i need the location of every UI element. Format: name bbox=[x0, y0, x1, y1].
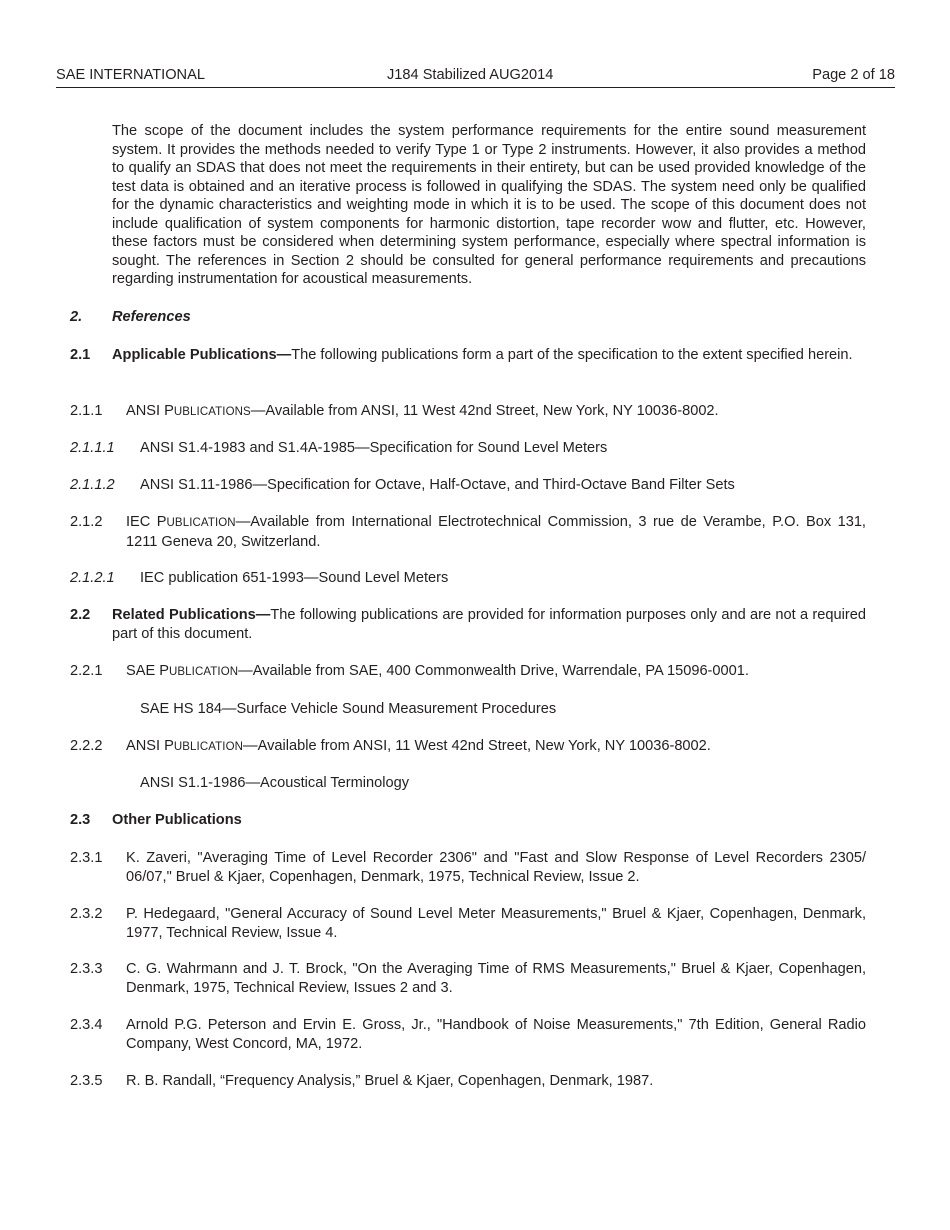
section-number: 2.3.2 bbox=[70, 906, 103, 922]
section-number: 2.2.1 bbox=[70, 663, 103, 679]
section-number: 2.1.2 bbox=[70, 514, 103, 530]
section-number: 2.1.1.1 bbox=[70, 440, 115, 456]
section-2-3-2 bbox=[70, 905, 866, 942]
reference-text: P. Hedegaard, "General Accuracy of Sound Level Meter Measurements," Bruel & Kjaer, Copenhagen, Denmark, 1977, Technical Review, Issue 4. bbox=[126, 906, 866, 941]
section-number: 2.1.1.2 bbox=[70, 477, 115, 493]
section-2-3-1 bbox=[70, 849, 866, 886]
publisher-name: ANSI P bbox=[126, 738, 174, 754]
publisher-address: —Available from SAE, 400 Commonwealth Drive, Warrendale, PA 15096-0001. bbox=[238, 663, 749, 679]
header-document-id: J184 Stabilized AUG2014 bbox=[387, 67, 554, 83]
section-title: Other Publications bbox=[112, 812, 242, 828]
publisher-name-smallcaps: UBLICATION bbox=[166, 517, 236, 529]
section-2-3-4 bbox=[70, 1016, 866, 1053]
header-page-number: Page 2 of 18 bbox=[812, 67, 895, 83]
section-title: References bbox=[112, 309, 191, 325]
section-number: 2.3 bbox=[70, 812, 91, 828]
section-number: 2.3.5 bbox=[70, 1073, 103, 1089]
publisher-name: SAE P bbox=[126, 663, 169, 679]
publisher-address: —Available from International Electrotechnical Commission, 3 rue de Verambe, P.O. Box 131, 1211 Geneva 20, Switzerland. bbox=[126, 514, 866, 550]
section-2-1-1-1 bbox=[70, 439, 866, 458]
reference-text: ANSI S1.1-1986—Acoustical Terminology bbox=[140, 775, 410, 791]
section-text: The following publications are provided for information purposes only and are not a required part of this document. bbox=[112, 607, 866, 642]
reference-text: ANSI S1.11-1986—Specification for Octave, Half-Octave, and Third-Octave Band Filter Sets bbox=[140, 477, 735, 493]
section-number: 2.2 bbox=[70, 607, 91, 623]
section-number: 2.1.1 bbox=[70, 403, 103, 419]
header-organization: SAE INTERNATIONAL bbox=[56, 67, 205, 83]
publisher-name-smallcaps: UBLICATION bbox=[169, 666, 239, 678]
section-2-2-2 bbox=[70, 737, 866, 757]
section-2-3-5 bbox=[70, 1072, 866, 1091]
section-2-2-1-item bbox=[70, 700, 866, 719]
section-2-1-2 bbox=[70, 513, 866, 551]
section-number: 2. bbox=[70, 309, 83, 325]
section-text: The following publications form a part of the specification to the extent specified herein. bbox=[291, 347, 853, 363]
reference-text: IEC publication 651-1993—Sound Level Meters bbox=[140, 570, 449, 586]
section-2-3-3 bbox=[70, 960, 866, 997]
reference-text: SAE HS 184—Surface Vehicle Sound Measurement Procedures bbox=[140, 701, 557, 717]
section-number: 2.3.1 bbox=[70, 850, 103, 866]
section-number: 2.3.4 bbox=[70, 1017, 103, 1033]
section-number: 2.3.3 bbox=[70, 961, 103, 977]
section-number: 2.2.2 bbox=[70, 738, 103, 754]
reference-text: R. B. Randall, “Frequency Analysis,” Bruel & Kjaer, Copenhagen, Denmark, 1987. bbox=[126, 1073, 654, 1089]
section-title: Related Publications— bbox=[112, 607, 271, 623]
section-title: Applicable Publications— bbox=[112, 347, 292, 363]
reference-text: C. G. Wahrmann and J. T. Brock, "On the Averaging Time of RMS Measurements," Bruel & Kjaer, Copenhagen, Denmark, 1975, Technical Review, Issues 2 and 3. bbox=[126, 961, 866, 996]
page-header bbox=[56, 66, 895, 88]
section-2-2 bbox=[70, 606, 866, 643]
publisher-name-smallcaps: UBLICATIONS bbox=[173, 406, 251, 418]
section-2-2-1 bbox=[70, 662, 866, 682]
reference-text: ANSI S1.4-1983 and S1.4A-1985—Specification for Sound Level Meters bbox=[140, 440, 608, 456]
scope-paragraph bbox=[112, 122, 866, 289]
section-2-2-2-item bbox=[70, 774, 866, 793]
section-number: 2.1 bbox=[70, 347, 91, 363]
section-number: 2.1.2.1 bbox=[70, 570, 115, 586]
section-2-1-1 bbox=[70, 402, 866, 422]
section-2-1-2-1 bbox=[70, 569, 866, 588]
section-2-1 bbox=[70, 346, 866, 365]
publisher-address: —Available from ANSI, 11 West 42nd Street, New York, NY 10036-8002. bbox=[250, 403, 719, 419]
reference-text: Arnold P.G. Peterson and Ervin E. Gross, Jr., "Handbook of Noise Measurements," 7th Edition, General Radio Company, West Concord, MA, 1972. bbox=[126, 1017, 866, 1052]
section-2-1-1-2 bbox=[70, 476, 866, 495]
publisher-name: IEC P bbox=[126, 514, 167, 530]
scope-text: The scope of the document includes the system performance requirements for the entire sound measurement system. It provides the methods needed to verify Type 1 or Type 2 instruments. However, it also provides a method to qualify an SDAS that does not meet the requirements in their entirety, but can be used provided knowledge of the test data is obtained and an iterative process is followed in qualifying the SDAS. The system need only be qualified for the dynamic characteristics and weighting mode in which it is to be used. The scope of this document does not include qualification of system components for harmonic distortion, tape recorder wow and flutter, etc. However, these factors must be considered when determining system performance, especially where spectral information is sought. The references in Section 2 should be consulted for general performance requirements and precautions regarding instrumentation for acoustical measurements. bbox=[112, 123, 866, 287]
publisher-name-smallcaps: UBLICATION bbox=[173, 741, 244, 753]
reference-text: K. Zaveri, "Averaging Time of Level Recorder 2306" and "Fast and Slow Response of Level Recorders 2305/ 06/07," Bruel & Kjaer, Copenhagen, Denmark, 1975, Technical Review, Issue 2. bbox=[126, 850, 866, 885]
publisher-address: —Available from ANSI, 11 West 42nd Street, New York, NY 10036-8002. bbox=[243, 738, 711, 754]
publisher-name: ANSI P bbox=[126, 403, 174, 419]
